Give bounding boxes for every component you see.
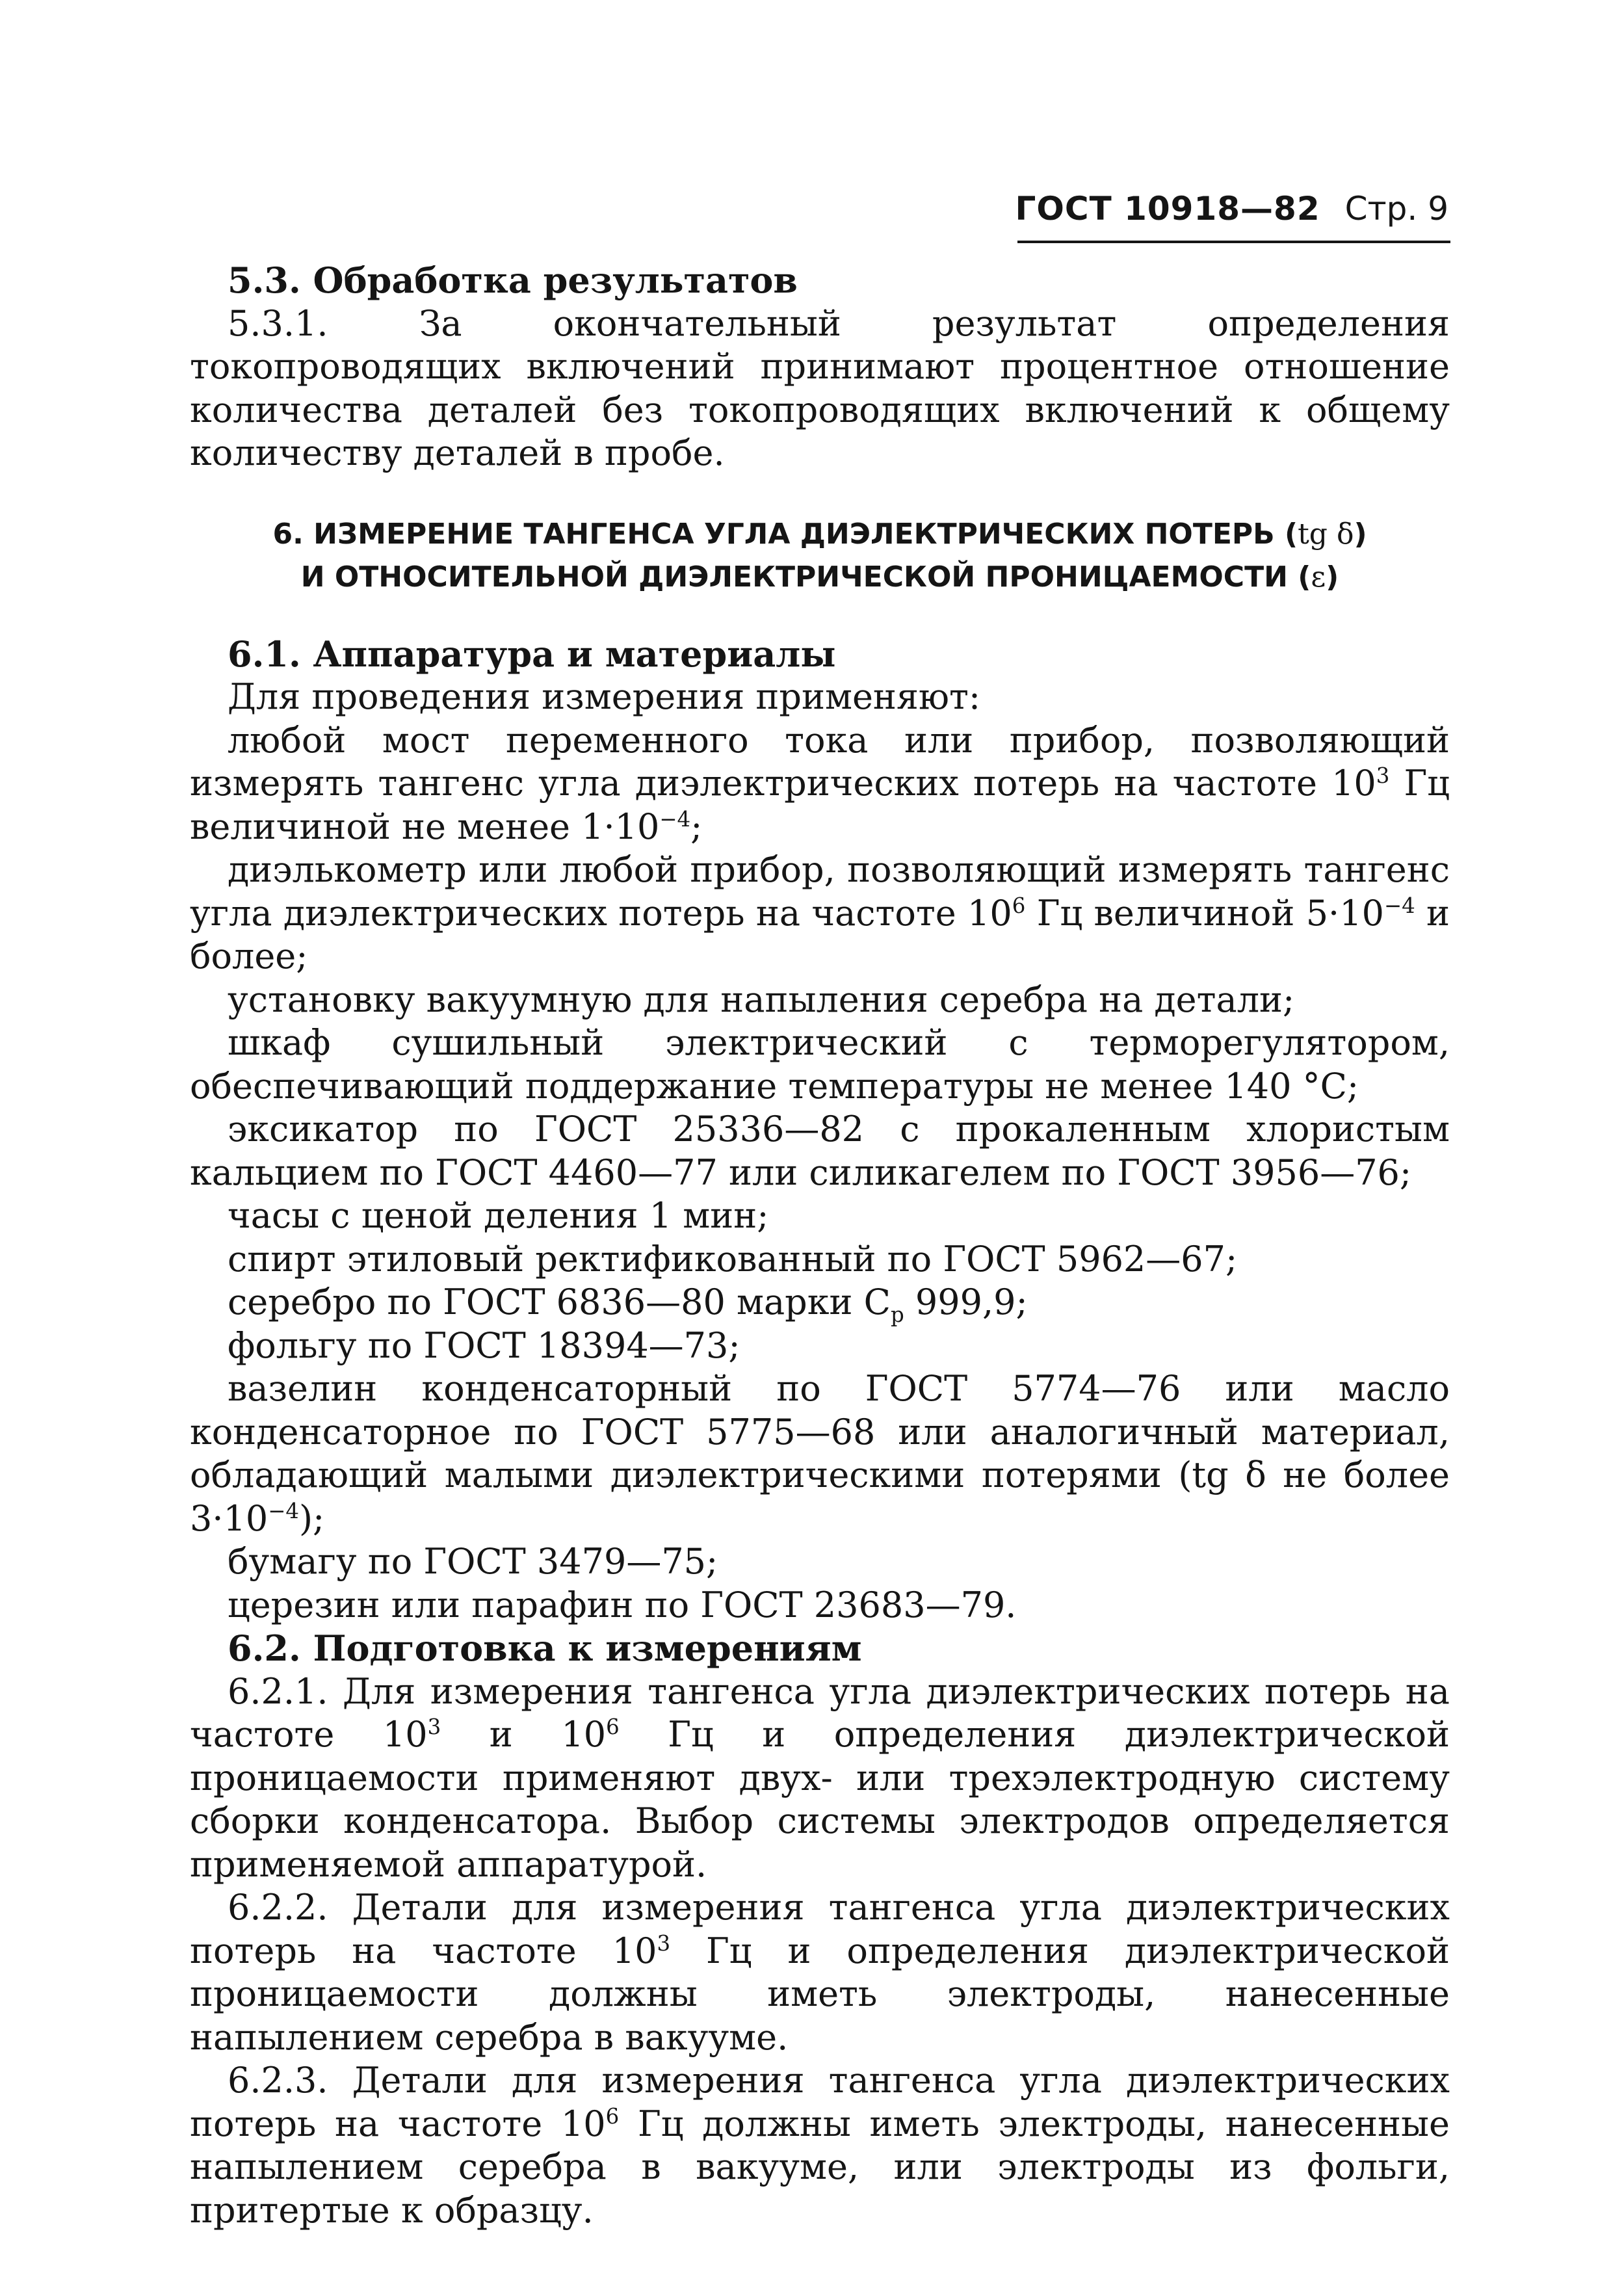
- equipment-item-vaseline: вазелин конденсаторный по ГОСТ 5774—76 или масло конденсаторное по ГОСТ 5775—68 или аналогичный материал, обладающий малыми диэлектрическими потерями (tg δ не более $3\cdot 10^{-4}$);: [190, 1368, 1450, 1539]
- equipment-item-silver: серебро по ГОСТ 6836—80 марки $С_р$ 999,9;: [228, 1282, 1028, 1327]
- equipment-item-drying-cabinet: шкаф сушильный электрический с терморегулятором, обеспечивающий поддержание температуры не менее 140 °С;: [190, 1022, 1450, 1107]
- equipment-intro: Для проведения измерения применяют:: [228, 676, 981, 717]
- paragraph-6-2-2: 6.2.2. Детали для измерения тангенса угла диэлектрических потерь на частоте $10^3$ Гц и определения диэлектрической проницаемости должны иметь электроды, нанесенные напылением серебра в вакууме.: [190, 1887, 1450, 2058]
- equipment-item-clock: часы с ценой деления 1 мин;: [228, 1195, 769, 1236]
- paragraph-6-2-3: 6.2.3. Детали для измерения тангенса угла диэлектрических потерь на частоте $10^6$ Гц должны иметь электроды, нанесенные напылением серебра в вакууме, или электроды из фольги, притертые к образцу.: [190, 2060, 1450, 2231]
- standard-number: ГОСТ 10918—82: [1015, 190, 1320, 228]
- page-number: Стр. 9: [1344, 190, 1448, 228]
- page-header: [1015, 190, 1448, 228]
- section-6-heading: [190, 513, 1450, 599]
- document-body: [190, 259, 1450, 2232]
- equipment-item-alcohol: спирт этиловый ректификованный по ГОСТ 5962—67;: [228, 1238, 1238, 1280]
- section-5-3-heading: 5.3. Обработка результатов: [228, 259, 798, 301]
- paragraph-6-2-1: 6.2.1. Для измерения тангенса угла диэлектрических потерь на частоте $10^3$ и $10^6$ Гц и определения диэлектрической проницаемости применяют двух- или трехэлектродную систему сборки конденсатора. Выбор системы электродов определяется применяемой аппаратурой.: [190, 1670, 1450, 1885]
- tg-delta-symbol: tg δ: [1298, 517, 1354, 551]
- epsilon-symbol: ε: [1311, 560, 1326, 594]
- paragraph-5-3-1: 5.3.1. За окончательный результат определения токопроводящих включений принимают процентное отношение количества деталей без токопроводящих включений к общему количеству деталей в пробе.: [190, 302, 1450, 473]
- section-6-heading-line-1: 6. ИЗМЕРЕНИЕ ТАНГЕНСА УГЛА ДИЭЛЕКТРИЧЕСКИХ ПОТЕРЬ (tg δ): [272, 517, 1367, 551]
- section-6-heading-line-2: И ОТНОСИТЕЛЬНОЙ ДИЭЛЕКТРИЧЕСКОЙ ПРОНИЦАЕМОСТИ (ε): [300, 560, 1339, 594]
- equipment-item-bridge: любой мост переменного тока или прибор, позволяющий измерять тангенс угла диэлектрических потерь на частоте $10^3$ Гц величиной не менее $1\cdot 10^{-4}$;: [190, 719, 1450, 847]
- equipment-item-paper: бумагу по ГОСТ 3479—75;: [228, 1541, 718, 1582]
- section-6-2-heading: 6.2. Подготовка к измерениям: [228, 1627, 862, 1669]
- header-rule: [1017, 241, 1450, 243]
- section-6-1-heading: 6.1. Аппаратура и материалы: [228, 633, 836, 675]
- equipment-item-ceresin: церезин или парафин по ГОСТ 23683—79.: [228, 1584, 1017, 1625]
- equipment-item-desiccator: эксикатор по ГОСТ 25336—82 с прокаленным хлористым кальцием по ГОСТ 4460—77 или силикагелем по ГОСТ 3956—76;: [190, 1109, 1450, 1193]
- equipment-item-dielcometer: диэлькометр или любой прибор, позволяющий измерять тангенс угла диэлектрических потерь на частоте $10^6$ Гц величиной $5\cdot 10^{-4}$ и более;: [190, 849, 1450, 977]
- equipment-item-foil: фольгу по ГОСТ 18394—73;: [228, 1324, 740, 1366]
- equipment-item-vacuum-unit: установку вакуумную для напыления серебра на детали;: [228, 979, 1295, 1020]
